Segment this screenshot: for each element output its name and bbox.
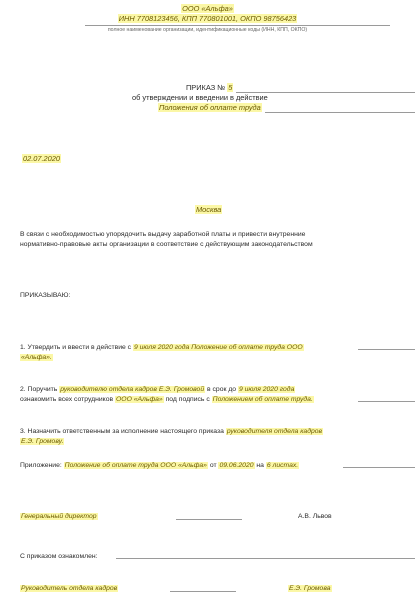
header-underline bbox=[85, 25, 390, 26]
item-2-line-rule bbox=[358, 401, 415, 402]
signature-position: Генеральный директор bbox=[21, 513, 97, 520]
acquaintance-signature-line bbox=[170, 591, 236, 592]
item-1-line-2: «Альфа». bbox=[21, 354, 52, 361]
item-2-line-1: 2. Поручить руководителю отдела кадров Е.Э. Громовой в срок до 9 июля 2020 года bbox=[20, 386, 295, 393]
item-3-line-1: 3. Назначить ответственным за исполнение настоящего приказа руководителя отдела кадров bbox=[20, 428, 323, 435]
order-date: 02.07.2020 bbox=[23, 154, 60, 163]
signature-name: А.В. Львов bbox=[298, 513, 332, 520]
acquaintance-label: С приказом ознакомлен: bbox=[20, 553, 98, 560]
order-title: ПРИКАЗ № 5 bbox=[186, 83, 233, 92]
preamble-line-2: нормативно-правовые акты организации в соответствие с действующим законодательством bbox=[20, 241, 313, 248]
org-name: ООО «Альфа» bbox=[182, 4, 233, 13]
acquaintance-name: Е.Э. Громова bbox=[289, 585, 331, 592]
order-city: Москва bbox=[196, 205, 222, 214]
order-number: 5 bbox=[228, 83, 233, 92]
order-subject-doc: Положения об оплате труда bbox=[159, 103, 261, 112]
order-subject-line bbox=[265, 112, 415, 113]
acquaintance-position: Руководитель отдела кадров bbox=[21, 585, 118, 592]
item-3-line-2: Е.Э. Громову. bbox=[21, 438, 64, 445]
preamble-line-1: В связи с необходимостью упорядочить выдачу заработной платы и привести внутренние bbox=[20, 231, 306, 238]
attachment-rule bbox=[343, 467, 415, 468]
order-subject: об утверждении и введении в действие bbox=[132, 93, 268, 102]
item-1-line-1: 1. Утвердить и ввести в действие с 9 июля 2020 года Положение об оплате труда ООО bbox=[20, 344, 303, 351]
item-2-line-2: ознакомить всех сотрудников ООО «Альфа» под подпись с Положением об оплате труда. bbox=[20, 396, 313, 403]
org-codes: ИНН 7708123456, КПП 770801001, ОКПО 98756423 bbox=[118, 14, 297, 23]
signature-line bbox=[176, 519, 242, 520]
decree-word: ПРИКАЗЫВАЮ: bbox=[20, 292, 71, 299]
attachment: Приложение: Положение об оплате труда ООО «Альфа» от 09.06.2020 на 6 листах. bbox=[20, 462, 299, 469]
item-1-line-rule bbox=[358, 349, 415, 350]
header-caption: полное наименование организации, идентификационные коды (ИНН, КПП, ОКПО) bbox=[107, 27, 308, 33]
acquaintance-rule bbox=[116, 558, 415, 559]
